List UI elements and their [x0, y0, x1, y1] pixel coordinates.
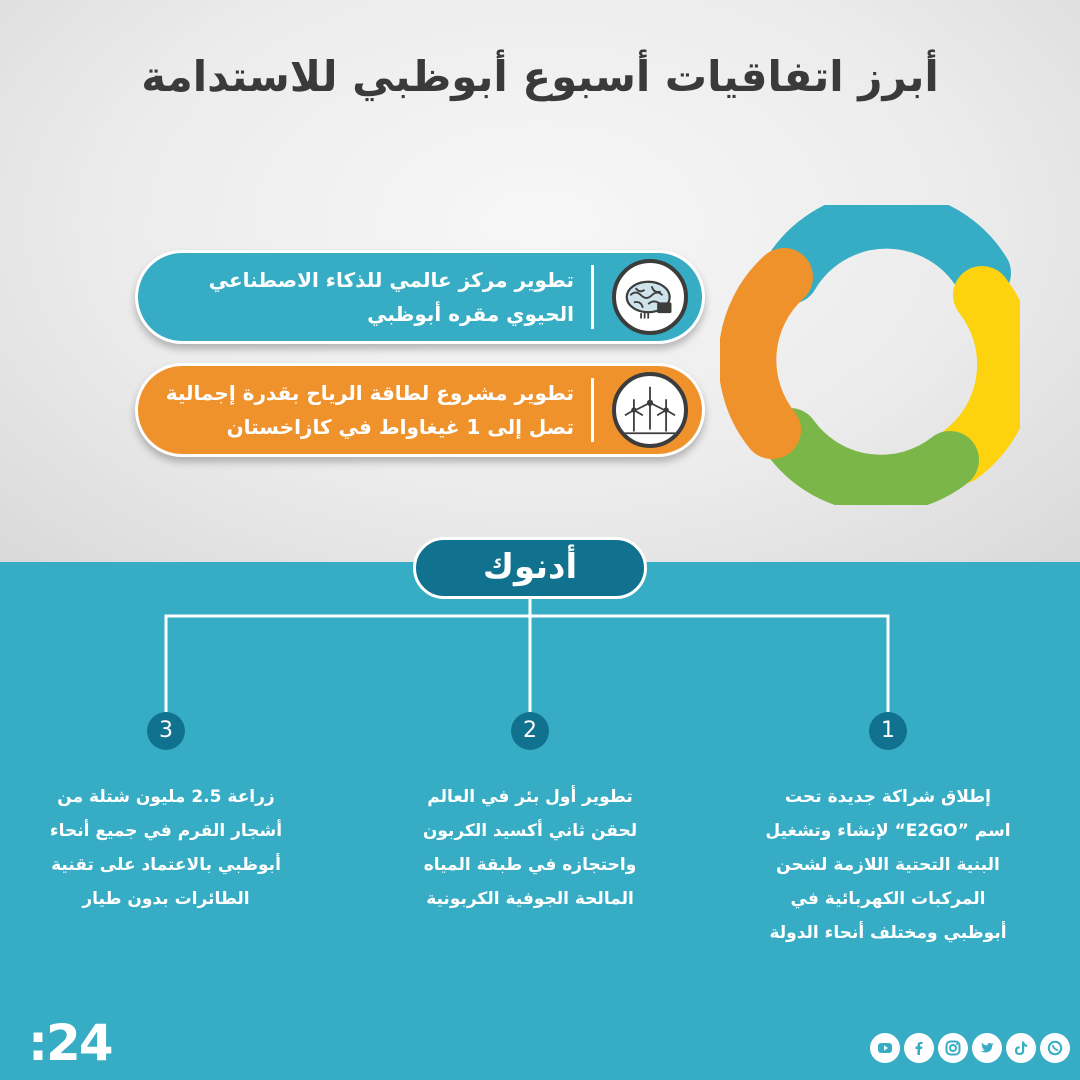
- tiktok-icon[interactable]: [1006, 1033, 1036, 1063]
- item-line: تطوير أول بئر في العالم: [427, 787, 633, 807]
- highlight-line: تطوير مشروع لطاقة الرياح بقدرة إجمالية: [165, 381, 574, 405]
- item-line: إطلاق شراكة جديدة تحت: [785, 787, 991, 807]
- item-number: 2: [511, 712, 549, 750]
- highlight-line: تصل إلى 1 غيغاواط في كازاخستان: [226, 415, 574, 439]
- brand-logo: :24: [28, 1014, 112, 1072]
- highlight-line: الحيوي مقره أبوظبي: [367, 302, 574, 326]
- donut-segment-yellow: [960, 295, 1006, 455]
- item-line: أبوظبي ومختلف أنحاء الدولة: [769, 923, 1007, 943]
- item-number: 3: [147, 712, 185, 750]
- whatsapp-icon[interactable]: [1040, 1033, 1070, 1063]
- divider: [591, 378, 594, 442]
- item-line: زراعة 2.5 مليون شتلة من: [57, 787, 275, 807]
- item-text: [390, 780, 670, 916]
- brain-chip-icon: [612, 259, 688, 335]
- donut-segment-orange: [747, 277, 784, 430]
- item-text: [748, 780, 1028, 950]
- item-line: واحتجازه في طبقة المياه: [423, 855, 637, 875]
- highlight-line: تطوير مركز عالمي للذكاء الاصطناعي: [208, 268, 574, 292]
- item-line: أبوظبي بالاعتماد على تقنية: [51, 855, 281, 875]
- youtube-icon[interactable]: [870, 1033, 900, 1063]
- page-title: أبرز اتفاقيات أسبوع أبوظبي للاستدامة: [141, 52, 939, 101]
- item-number: 1: [869, 712, 907, 750]
- highlight-text: [154, 366, 574, 454]
- item-line: المركبات الكهربائية في: [790, 889, 986, 909]
- twitter-icon[interactable]: [972, 1033, 1002, 1063]
- item-line: البنية التحتية اللازمة لشحن: [776, 855, 1000, 875]
- item-line: أشجار القرم في جميع أنحاء: [49, 821, 283, 841]
- donut-graphic: [720, 205, 1020, 505]
- donut-segment-teal: [790, 220, 982, 275]
- social-icons: [870, 1033, 1070, 1063]
- wind-turbines-icon: [612, 372, 688, 448]
- highlight-wind-project: [135, 363, 705, 457]
- item-line: اسم ”E2GO“ لإنشاء وتشغيل: [765, 821, 1011, 841]
- donut-segment-green: [790, 437, 950, 484]
- highlight-text: [154, 253, 574, 341]
- highlight-ai-center: [135, 250, 705, 344]
- item-text: [26, 780, 306, 916]
- item-line: لحقن ثاني أكسيد الكربون: [422, 821, 638, 841]
- instagram-icon[interactable]: [938, 1033, 968, 1063]
- item-line: المالحة الجوفية الكربونية: [426, 889, 634, 909]
- item-line: الطائرات بدون طيار: [82, 889, 250, 909]
- divider: [591, 265, 594, 329]
- company-label: أدنوك: [413, 537, 647, 599]
- facebook-icon[interactable]: [904, 1033, 934, 1063]
